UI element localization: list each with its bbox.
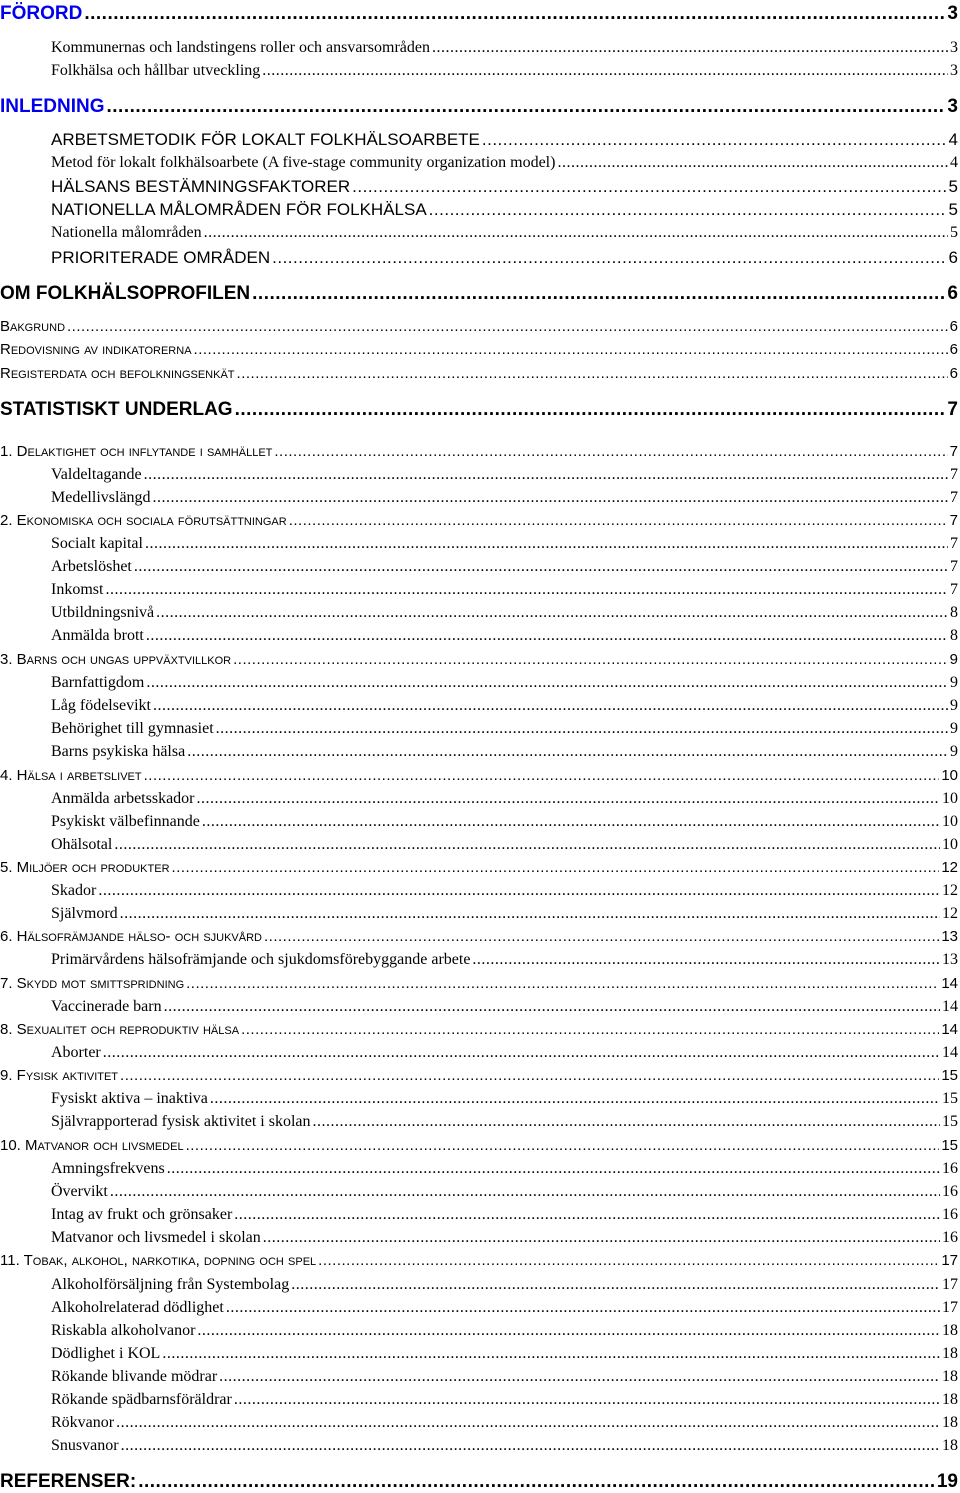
toc-dot-leader: [291, 1277, 940, 1293]
toc-dot-leader: [84, 4, 945, 23]
toc-entry-title[interactable]: 3. Barns och ungas uppväxtvillkor: [0, 651, 232, 668]
toc-dot-leader: [153, 490, 948, 506]
toc-dot-leader: [482, 131, 947, 148]
toc-entry-title[interactable]: Bakgrund: [0, 318, 66, 335]
toc-dot-leader: [164, 999, 940, 1015]
toc-dot-leader: [252, 284, 945, 303]
toc-entry[interactable]: [0, 40, 958, 56]
toc-page-number[interactable]: 10: [942, 836, 958, 853]
toc-dot-leader: [167, 1161, 940, 1177]
toc-entry-title[interactable]: Ohälsotal: [51, 836, 113, 853]
toc-dot-leader: [105, 582, 948, 598]
toc-dot-leader: [289, 513, 948, 528]
toc-entry[interactable]: [0, 952, 958, 968]
toc-page-number[interactable]: 12: [942, 905, 958, 922]
toc-entry[interactable]: [0, 97, 958, 116]
toc-entry[interactable]: [0, 1369, 958, 1385]
toc-dot-leader: [226, 1300, 940, 1316]
toc-page-number[interactable]: 7: [950, 466, 958, 483]
toc-entry[interactable]: [0, 1253, 958, 1268]
toc-entry-title[interactable]: 11. Tobak, alkohol, narkotika, dopning och spel: [0, 1252, 317, 1269]
toc-entry-title[interactable]: Skador: [51, 882, 97, 899]
toc-page-number[interactable]: 8: [950, 627, 958, 644]
toc-entry-title[interactable]: INLEDNING: [0, 96, 105, 117]
toc-entry[interactable]: [0, 906, 958, 922]
toc-page-number[interactable]: 7: [949, 512, 958, 529]
toc-entry-title[interactable]: Redovisning av indikatorerna: [0, 341, 192, 358]
toc-dot-leader: [235, 400, 946, 419]
toc-entry[interactable]: [0, 1346, 958, 1362]
toc-entry-title[interactable]: OM FOLKHÄLSOPROFILEN: [0, 283, 251, 304]
toc-dot-leader: [186, 976, 939, 991]
toc-dot-leader: [162, 1346, 940, 1362]
toc-dot-leader: [234, 1207, 940, 1223]
toc-entry[interactable]: [0, 698, 958, 714]
toc-entry[interactable]: [0, 4, 958, 23]
toc-entry[interactable]: [0, 225, 958, 241]
toc-entry-title[interactable]: 10. Matvanor och livsmedel: [0, 1137, 184, 1154]
toc-entry[interactable]: [0, 366, 958, 381]
toc-entry[interactable]: [0, 319, 958, 334]
toc-entry-title[interactable]: Låg födelsevikt: [51, 697, 151, 714]
toc-entry-title[interactable]: Dödlighet i KOL: [51, 1345, 161, 1362]
toc-page-number[interactable]: 15: [942, 1113, 958, 1130]
toc-page-number[interactable]: 10: [942, 790, 958, 807]
toc-entry-title[interactable]: Rökvanor: [51, 1414, 115, 1431]
toc-page-number[interactable]: 7: [950, 535, 958, 552]
toc-entry[interactable]: [0, 490, 958, 506]
toc-page-number[interactable]: 16: [942, 1183, 958, 1200]
toc-page-number[interactable]: 6: [947, 283, 958, 304]
toc-page-number[interactable]: 3: [947, 3, 958, 24]
toc-page-number[interactable]: 3: [950, 62, 958, 79]
toc-entry[interactable]: [0, 559, 958, 575]
toc-entry-title[interactable]: Rökande spädbarnsföräldrar: [51, 1391, 232, 1408]
toc-entry[interactable]: [0, 444, 958, 459]
toc-page-number[interactable]: 3: [947, 96, 958, 117]
toc-entry-title[interactable]: Primärvårdens hälsofrämjande och sjukdomsförebyggande arbete: [51, 951, 471, 968]
toc-entry-title[interactable]: Medellivslängd: [51, 489, 151, 506]
toc-dot-leader: [557, 155, 948, 171]
toc-page-number[interactable]: 18: [942, 1414, 958, 1431]
toc-entry-title[interactable]: Matvanor och livsmedel i skolan: [51, 1229, 261, 1246]
toc-dot-leader: [98, 883, 940, 899]
toc-entry-title[interactable]: Övervikt: [51, 1183, 108, 1200]
toc-entry-title[interactable]: STATISTISKT UNDERLAG: [0, 399, 233, 420]
toc-entry[interactable]: [0, 201, 958, 218]
toc-dot-leader: [234, 1392, 940, 1408]
toc-entry-title[interactable]: Alkoholförsäljning från Systembolag: [51, 1276, 290, 1293]
toc-entry[interactable]: [0, 1161, 958, 1177]
toc-page-number[interactable]: 6: [948, 248, 958, 267]
toc-entry[interactable]: [0, 1207, 958, 1223]
toc-page-number[interactable]: 17: [941, 1252, 958, 1269]
toc-entry[interactable]: [0, 1323, 958, 1339]
toc-entry[interactable]: [0, 1068, 958, 1083]
toc-entry[interactable]: [0, 249, 958, 266]
toc-page-number[interactable]: 7: [950, 558, 958, 575]
toc-page-number[interactable]: 9: [950, 743, 958, 760]
toc-page-number[interactable]: 7: [949, 443, 958, 460]
toc-dot-leader: [194, 342, 948, 357]
toc-entry[interactable]: [0, 652, 958, 667]
toc-entry-title[interactable]: Registerdata och befolkningsenkät: [0, 365, 235, 382]
toc-entry[interactable]: [0, 628, 958, 644]
toc-entry[interactable]: [0, 675, 958, 691]
toc-entry[interactable]: [0, 467, 958, 483]
toc-entry-title[interactable]: 7. Skydd mot smittspridning: [0, 975, 185, 992]
toc-entry-title[interactable]: Behörighet till gymnasiet: [51, 720, 214, 737]
toc-entry[interactable]: [0, 63, 958, 79]
toc-dot-leader: [107, 97, 946, 116]
toc-page-number[interactable]: 18: [942, 1345, 958, 1362]
toc-entry[interactable]: [0, 582, 958, 598]
toc-entry[interactable]: [0, 1415, 958, 1431]
toc-entry-title[interactable]: Utbildningsnivå: [51, 604, 155, 621]
toc-entry-title[interactable]: Valdeltagande: [51, 466, 142, 483]
toc-page-number[interactable]: 5: [950, 224, 958, 241]
toc-entry[interactable]: [0, 155, 958, 171]
toc-dot-leader: [187, 744, 948, 760]
toc-page-number[interactable]: 9: [949, 651, 958, 668]
toc-entry[interactable]: [0, 721, 958, 737]
toc-page-number[interactable]: 18: [942, 1322, 958, 1339]
toc-entry-title[interactable]: Alkoholrelaterad dödlighet: [51, 1299, 224, 1316]
toc-entry[interactable]: [0, 1472, 958, 1491]
toc-entry[interactable]: [0, 1045, 958, 1061]
toc-dot-leader: [120, 906, 940, 922]
toc-entry[interactable]: [0, 1184, 958, 1200]
toc-page-number[interactable]: 16: [942, 1160, 958, 1177]
toc-dot-leader: [116, 1415, 940, 1431]
toc-entry[interactable]: [0, 791, 958, 807]
toc-entry[interactable]: [0, 1277, 958, 1293]
toc-entry-title[interactable]: 4. Hälsa i arbetslivet: [0, 767, 142, 784]
toc-dot-leader: [313, 1114, 941, 1130]
toc-page-number[interactable]: 18: [942, 1368, 958, 1385]
toc-dot-leader: [67, 319, 948, 334]
toc-dot-leader: [233, 652, 948, 667]
toc-dot-leader: [146, 628, 948, 644]
toc-page-number[interactable]: 6: [949, 365, 958, 382]
toc-page-number[interactable]: 14: [942, 1044, 958, 1061]
toc-page-number[interactable]: 10: [942, 813, 958, 830]
toc-dot-leader: [237, 366, 948, 381]
toc-entry[interactable]: [0, 860, 958, 875]
toc-page-number[interactable]: 9: [950, 674, 958, 691]
toc-entry[interactable]: [0, 1438, 958, 1454]
toc-page-number[interactable]: 3: [950, 39, 958, 56]
toc-entry[interactable]: [0, 976, 958, 991]
toc-dot-leader: [144, 768, 940, 783]
toc-entry-title[interactable]: ARBETSMETODIK FÖR LOKALT FOLKHÄLSOARBETE: [51, 130, 480, 149]
toc-page-number[interactable]: 16: [942, 1206, 958, 1223]
toc-page-number[interactable]: 13: [941, 928, 958, 945]
toc-entry-title[interactable]: PRIORITERADE OMRÅDEN: [51, 248, 271, 267]
toc-dot-leader: [318, 1253, 939, 1268]
toc-entry-title[interactable]: Folkhälsa och hållbar utveckling: [51, 62, 261, 79]
toc-page-number[interactable]: 17: [942, 1276, 958, 1293]
toc-entry[interactable]: [0, 883, 958, 899]
toc-page-number[interactable]: 6: [949, 341, 958, 358]
toc-page-number[interactable]: 16: [942, 1229, 958, 1246]
toc-entry-title[interactable]: Amningsfrekvens: [51, 1160, 165, 1177]
toc-entry[interactable]: [0, 1300, 958, 1316]
toc-dot-leader: [121, 1438, 940, 1454]
toc-entry[interactable]: [0, 1114, 958, 1130]
toc-dot-leader: [432, 40, 948, 56]
toc-entry[interactable]: [0, 605, 958, 621]
toc-dot-leader: [219, 1369, 940, 1385]
toc-entry[interactable]: [0, 513, 958, 528]
toc-dot-leader: [210, 1091, 940, 1107]
toc-entry-title[interactable]: Socialt kapital: [51, 535, 143, 552]
toc-entry-title[interactable]: Självrapporterad fysisk aktivitet i skolan: [51, 1113, 311, 1130]
toc-entry[interactable]: [0, 1022, 958, 1037]
toc-dot-leader: [172, 860, 940, 875]
toc-entry[interactable]: [0, 536, 958, 552]
toc-entry-title[interactable]: Vaccinerade barn: [51, 998, 162, 1015]
toc-page-number[interactable]: 17: [942, 1299, 958, 1316]
toc-page-number[interactable]: 14: [942, 998, 958, 1015]
toc-entry-title[interactable]: Arbetslöshet: [51, 558, 132, 575]
toc-page-number[interactable]: 7: [950, 581, 958, 598]
toc-dot-leader: [202, 814, 940, 830]
toc-page-number[interactable]: 5: [948, 200, 958, 219]
toc-dot-leader: [153, 698, 948, 714]
toc-entry[interactable]: [0, 999, 958, 1015]
toc-entry-title[interactable]: Intag av frukt och grönsaker: [51, 1206, 233, 1223]
toc-dot-leader: [262, 63, 948, 79]
toc-page-number[interactable]: 13: [942, 951, 958, 968]
toc-entry[interactable]: [0, 744, 958, 760]
toc-page-number[interactable]: 5: [948, 177, 958, 196]
toc-entry[interactable]: [0, 929, 958, 944]
toc-page-number[interactable]: 10: [941, 767, 958, 784]
toc-entry-title[interactable]: 9. Fysisk aktivitet: [0, 1067, 119, 1084]
toc-entry-title[interactable]: Anmälda arbetsskador: [51, 790, 195, 807]
toc-dot-leader: [138, 1472, 935, 1491]
toc-entry-title[interactable]: 2. Ekonomiska och sociala förutsättningar: [0, 512, 287, 529]
toc-dot-leader: [472, 952, 940, 968]
toc-entry-title[interactable]: Anmälda brott: [51, 627, 144, 644]
toc-dot-leader: [241, 1022, 939, 1037]
toc-entry[interactable]: [0, 131, 958, 148]
toc-dot-leader: [134, 559, 948, 575]
toc-entry-title[interactable]: FÖRORD: [0, 3, 83, 24]
toc-entry-title[interactable]: Snusvanor: [51, 1437, 119, 1454]
toc-page-number[interactable]: 18: [942, 1437, 958, 1454]
toc-dot-leader: [352, 178, 946, 195]
toc-dot-leader: [204, 225, 948, 241]
toc-dot-leader: [197, 1323, 940, 1339]
toc-entry-title[interactable]: HÄLSANS BESTÄMNINGSFAKTORER: [51, 177, 351, 196]
toc-entry-title[interactable]: REFERENSER:: [0, 1471, 137, 1492]
toc-dot-leader: [144, 467, 948, 483]
toc-dot-leader: [216, 721, 948, 737]
toc-dot-leader: [272, 249, 946, 266]
toc-page-number[interactable]: 15: [942, 1090, 958, 1107]
toc-dot-leader: [110, 1184, 940, 1200]
toc-page-number[interactable]: 14: [941, 1021, 958, 1038]
toc-entry-title[interactable]: 1. Delaktighet och inflytande i samhället: [0, 443, 273, 460]
toc-page-number[interactable]: 15: [941, 1137, 958, 1154]
toc-entry[interactable]: [0, 178, 958, 195]
toc-dot-leader: [120, 1068, 939, 1083]
toc-entry-title[interactable]: Aborter: [51, 1044, 101, 1061]
toc-dot-leader: [264, 929, 939, 944]
toc-page-number[interactable]: 9: [950, 720, 958, 737]
toc-entry-title[interactable]: Psykiskt välbefinnande: [51, 813, 200, 830]
toc-dot-leader: [186, 1138, 940, 1153]
toc-entry[interactable]: [0, 1230, 958, 1246]
toc-dot-leader: [263, 1230, 940, 1246]
toc-entry[interactable]: [0, 1138, 958, 1153]
toc-page-number[interactable]: 19: [936, 1471, 958, 1492]
toc-dot-leader: [156, 605, 948, 621]
toc-entry[interactable]: [0, 1392, 958, 1408]
toc-entry[interactable]: [0, 342, 958, 357]
toc-entry-title[interactable]: 6. Hälsofrämjande hälso- och sjukvård: [0, 928, 262, 945]
toc-entry[interactable]: [0, 400, 958, 419]
toc-page-number[interactable]: 15: [941, 1067, 958, 1084]
toc-dot-leader: [145, 536, 948, 552]
toc-entry[interactable]: [0, 768, 958, 783]
toc-entry-title[interactable]: Barnfattigdom: [51, 674, 145, 691]
toc-page-number[interactable]: 9: [950, 697, 958, 714]
toc-entry-title[interactable]: 8. Sexualitet och reproduktiv hälsa: [0, 1021, 240, 1038]
toc-page-number[interactable]: 6: [949, 318, 958, 335]
toc-entry-title[interactable]: Inkomst: [51, 581, 104, 598]
toc-entry-title[interactable]: Riskabla alkoholvanor: [51, 1322, 196, 1339]
toc-page-number[interactable]: 8: [950, 604, 958, 621]
toc-page-number[interactable]: 14: [941, 975, 958, 992]
toc-dot-leader: [103, 1045, 940, 1061]
toc-entry-title[interactable]: Metod för lokalt folkhälsoarbete (A five-stage community organization model): [51, 154, 556, 171]
toc-entry-title[interactable]: Fysiskt aktiva – inaktiva: [51, 1090, 208, 1107]
toc-entry[interactable]: [0, 284, 958, 303]
toc-page-number[interactable]: 12: [941, 859, 958, 876]
toc-entry-title[interactable]: Barns psykiska hälsa: [51, 743, 186, 760]
toc-page-number[interactable]: 18: [942, 1391, 958, 1408]
toc-page-number[interactable]: 7: [947, 399, 958, 420]
toc-entry-title[interactable]: Kommunernas och landstingens roller och ansvarsområden: [51, 39, 431, 56]
toc-page-number[interactable]: 4: [948, 130, 958, 149]
toc-entry-title[interactable]: 5. Miljöer och produkter: [0, 859, 170, 876]
toc-entry-title[interactable]: Rökande blivande mödrar: [51, 1368, 218, 1385]
toc-dot-leader: [114, 837, 940, 853]
toc-dot-leader: [274, 444, 947, 459]
toc-entry-title[interactable]: Nationella målområden: [51, 224, 202, 241]
toc-dot-leader: [197, 791, 940, 807]
toc-page-number[interactable]: 4: [950, 154, 958, 171]
toc-entry-title[interactable]: Självmord: [51, 905, 118, 922]
toc-dot-leader: [429, 201, 947, 218]
toc-page-number[interactable]: 12: [942, 882, 958, 899]
toc-entry[interactable]: [0, 814, 958, 830]
toc-page-number[interactable]: 7: [950, 489, 958, 506]
toc-entry[interactable]: [0, 1091, 958, 1107]
toc-entry-title[interactable]: NATIONELLA MÅLOMRÅDEN FÖR FOLKHÄLSA: [51, 200, 427, 219]
toc-dot-leader: [146, 675, 948, 691]
toc-entry[interactable]: [0, 837, 958, 853]
